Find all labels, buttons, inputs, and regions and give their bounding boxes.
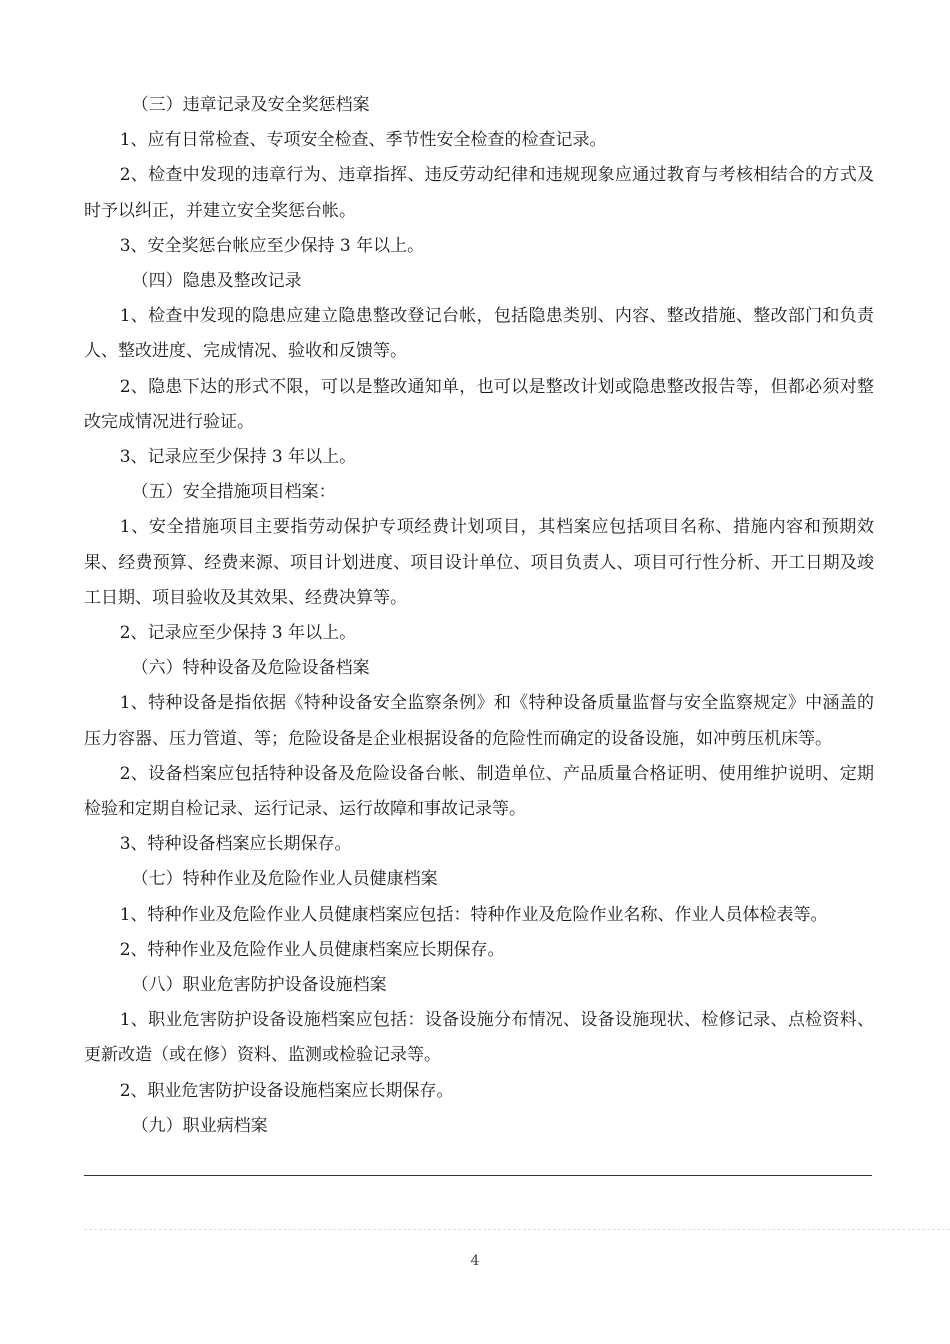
paragraph: 1、特种设备是指依据《特种设备安全监察条例》和《特种设备质量监督与安全监察规定》中涵盖的压力容器、压力管道、等；危险设备是企业根据设备的危险性而确定的设备设施，如冲剪压机床等。 xyxy=(84,693,874,749)
paragraph: 3、安全奖惩台帐应至少保持 3 年以上。 xyxy=(119,235,425,256)
section-heading: （三）违章记录及安全奖惩档案 xyxy=(131,95,370,115)
paragraph: 2、特种作业及危险作业人员健康档案应长期保存。 xyxy=(119,939,505,960)
paragraph: 3、记录应至少保持 3 年以上。 xyxy=(119,447,357,468)
section-heading: （七）特种作业及危险作业人员健康档案 xyxy=(131,869,438,890)
paragraph: 1、职业危害防护设备设施档案应包括：设备设施分布情况、设备设施现状、检修记录、点检资料、更新改造（或在修）资料、监测或检验记录等。 xyxy=(84,1010,874,1066)
page-number: 4 xyxy=(470,1253,480,1269)
section-heading: （四）隐患及整改记录 xyxy=(131,271,302,292)
paragraph: 2、记录应至少保持 3 年以上。 xyxy=(119,623,357,644)
paragraph: 3、特种设备档案应长期保存。 xyxy=(119,834,352,855)
section-heading: （六）特种设备及危险设备档案 xyxy=(131,658,370,679)
paragraph: 2、设备档案应包括特种设备及危险设备台帐、制造单位、产品质量合格证明、使用维护说明、定期检验和定期自检记录、运行记录、运行故障和事故记录等。 xyxy=(84,763,874,820)
paragraph: 1、检查中发现的隐患应建立隐患整改登记台帐，包括隐患类别、内容、整改措施、整改部门和负责人、整改进度、完成情况、验收和反馈等。 xyxy=(84,306,874,362)
paragraph: 2、检查中发现的违章行为、违章指挥、违反劳动纪律和违规现象应通过教育与考核相结合的方式及时予以纠正，并建立安全奖惩台帐。 xyxy=(84,165,874,221)
section-heading: （五）安全措施项目档案： xyxy=(131,482,336,503)
paragraph: 2、职业危害防护设备设施档案应长期保存。 xyxy=(119,1080,454,1101)
document-body xyxy=(84,88,874,1144)
paragraph: 1、特种作业及危险作业人员健康档案应包括：特种作业及危险作业名称、作业人员体检表等。 xyxy=(119,904,828,925)
section-heading: （八）职业危害防护设备设施档案 xyxy=(131,975,387,996)
footer-divider xyxy=(84,1229,950,1230)
section-heading: （九）职业病档案 xyxy=(131,1115,268,1136)
paragraph: 1、安全措施项目主要指劳动保护专项经费计划项目，其档案应包括项目名称、措施内容和预期效果、经费预算、经费来源、项目计划进度、项目设计单位、项目负责人、项目可行性分析、开工日期及竣工日期、项目验收及其效果、经费决算等。 xyxy=(84,517,874,608)
horizontal-rule xyxy=(84,1175,872,1176)
paragraph: 2、隐患下达的形式不限，可以是整改通知单，也可以是整改计划或隐患整改报告等，但都必须对整改完成情况进行验证。 xyxy=(84,376,874,432)
paragraph: 1、应有日常检查、专项安全检查、季节性安全检查的检查记录。 xyxy=(119,130,607,151)
